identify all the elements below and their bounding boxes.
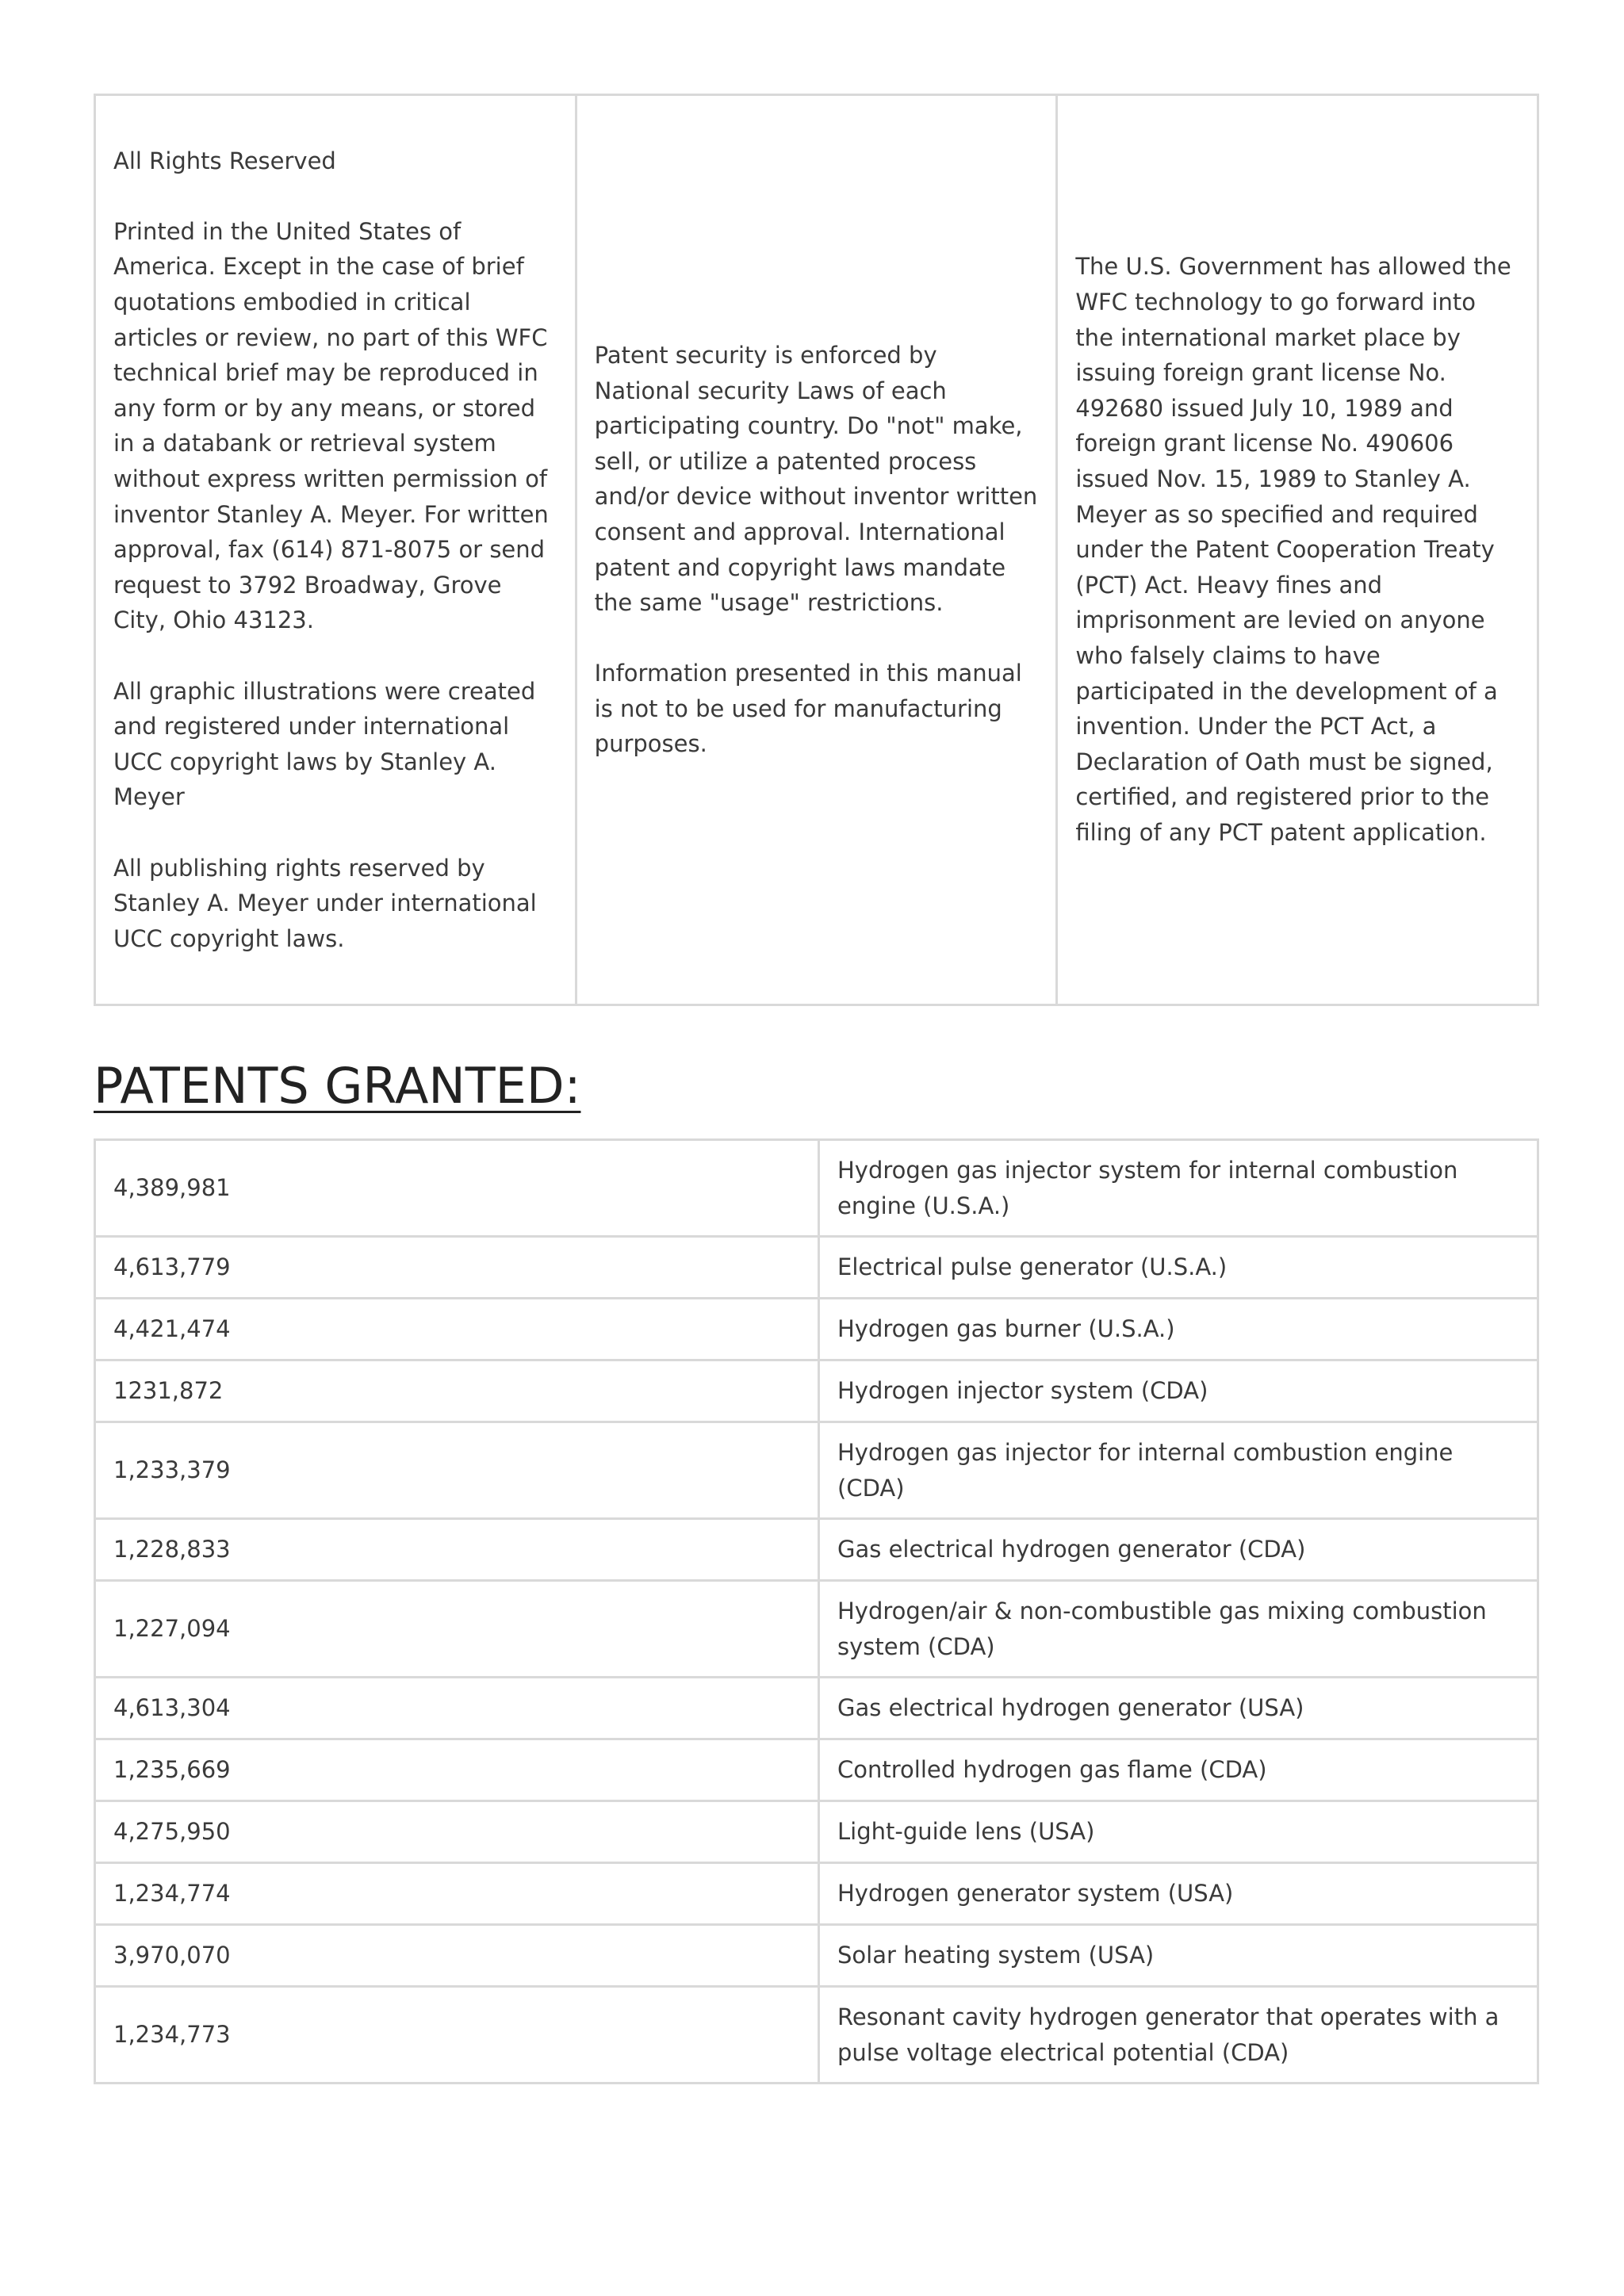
- patent-number: 1,233,379: [95, 1422, 819, 1519]
- table-row: [95, 1925, 1538, 1987]
- patent-security-text: Patent security is enforced by National security Laws of each participating country. Do "not" make, sell, or utilize a patented process and/or device without inventor written consent and approval. International patent and copyright laws mandate the same "usage" restrictions.: [594, 341, 1038, 617]
- patent-description: Hydrogen gas burner (U.S.A.): [819, 1299, 1538, 1360]
- patent-description: Solar heating system (USA): [819, 1925, 1538, 1987]
- patent-number: 1,234,774: [95, 1863, 819, 1925]
- patent-number: 4,613,779: [95, 1237, 819, 1299]
- patent-number: 4,389,981: [95, 1140, 819, 1237]
- table-row: [95, 1360, 1538, 1422]
- patent-number: 1,234,773: [95, 1987, 819, 2084]
- table-row: [95, 1863, 1538, 1925]
- patent-description: Controlled hydrogen gas flame (CDA): [819, 1739, 1538, 1801]
- table-row: [95, 1140, 1538, 1237]
- table-row: [95, 1299, 1538, 1360]
- government-license-text: The U.S. Government has allowed the WFC technology to go forward into the international market place by issuing foreign grant license No. 492680 issued July 10, 1989 and foreign grant license No. 490606 issued Nov. 15, 1989 to Stanley A. Meyer as so specified and required under the Patent Cooperation Treaty (PCT) Act. Heavy fines and imprisonment are levied on anyone who falsely claims to have participated in the development of a invention. Under the PCT Act, a Declaration of Oath must be signed, certified, and registered prior to the filing of any PCT patent application.: [1075, 253, 1511, 846]
- rights-notice-row: [95, 95, 1538, 1005]
- illustrations-notice-text: All graphic illustrations were created and registered under international UCC copyright laws by Stanley A. Meyer: [113, 677, 536, 811]
- table-row: [95, 1739, 1538, 1801]
- patent-number: 1,228,833: [95, 1519, 819, 1581]
- publishing-rights-text: All publishing rights reserved by Stanley A. Meyer under international UCC copyright laws.: [113, 854, 537, 952]
- patent-number: 1,227,094: [95, 1581, 819, 1678]
- patent-description: Resonant cavity hydrogen generator that operates with a pulse voltage electrical potential (CDA): [819, 1987, 1538, 2084]
- rights-reserved-text: All Rights Reserved: [113, 147, 336, 174]
- patent-number: 4,421,474: [95, 1299, 819, 1360]
- table-row: [95, 1237, 1538, 1299]
- patent-description: Hydrogen gas injector for internal combustion engine (CDA): [819, 1422, 1538, 1519]
- patent-description: Hydrogen generator system (USA): [819, 1863, 1538, 1925]
- table-row: [95, 1422, 1538, 1519]
- table-row: [95, 1519, 1538, 1581]
- patent-description: Hydrogen injector system (CDA): [819, 1360, 1538, 1422]
- patent-number: 4,275,950: [95, 1801, 819, 1863]
- patents-table: [94, 1138, 1539, 2084]
- patent-description: Gas electrical hydrogen generator (CDA): [819, 1519, 1538, 1581]
- patent-security-cell: [576, 95, 1057, 1005]
- patent-description: Hydrogen gas injector system for internal combustion engine (U.S.A.): [819, 1140, 1538, 1237]
- patent-description: Hydrogen/air & non-combustible gas mixing combustion system (CDA): [819, 1581, 1538, 1678]
- patent-description: Gas electrical hydrogen generator (USA): [819, 1678, 1538, 1739]
- patent-description: Electrical pulse generator (U.S.A.): [819, 1237, 1538, 1299]
- table-row: [95, 1801, 1538, 1863]
- patent-number: 4,613,304: [95, 1678, 819, 1739]
- copyright-notice-cell: [95, 95, 576, 1005]
- patent-number: 3,970,070: [95, 1925, 819, 1987]
- patent-number: 1,235,669: [95, 1739, 819, 1801]
- rights-notice-table: [94, 94, 1539, 1006]
- manufacturing-notice-text: Information presented in this manual is not to be used for manufacturing purposes.: [594, 660, 1022, 758]
- patent-description: Light-guide lens (USA): [819, 1801, 1538, 1863]
- table-row: [95, 1987, 1538, 2084]
- patents-granted-heading: PATENTS GRANTED:: [94, 1057, 581, 1115]
- table-row: [95, 1678, 1538, 1739]
- reproduction-notice-text: Printed in the United States of America. Except in the case of brief quotations embodied in critical articles or review, no part of this WFC technical brief may be reproduced in any form or by any means, or stored in a databank or retrieval system without express written permission of inventor Stanley A. Meyer. For written approval, fax (614) 871-8075 or send request to 3792 Broadway, Grove City, Ohio 43123.: [113, 217, 549, 634]
- patent-number: 1231,872: [95, 1360, 819, 1422]
- government-license-cell: [1057, 95, 1538, 1005]
- table-row: [95, 1581, 1538, 1678]
